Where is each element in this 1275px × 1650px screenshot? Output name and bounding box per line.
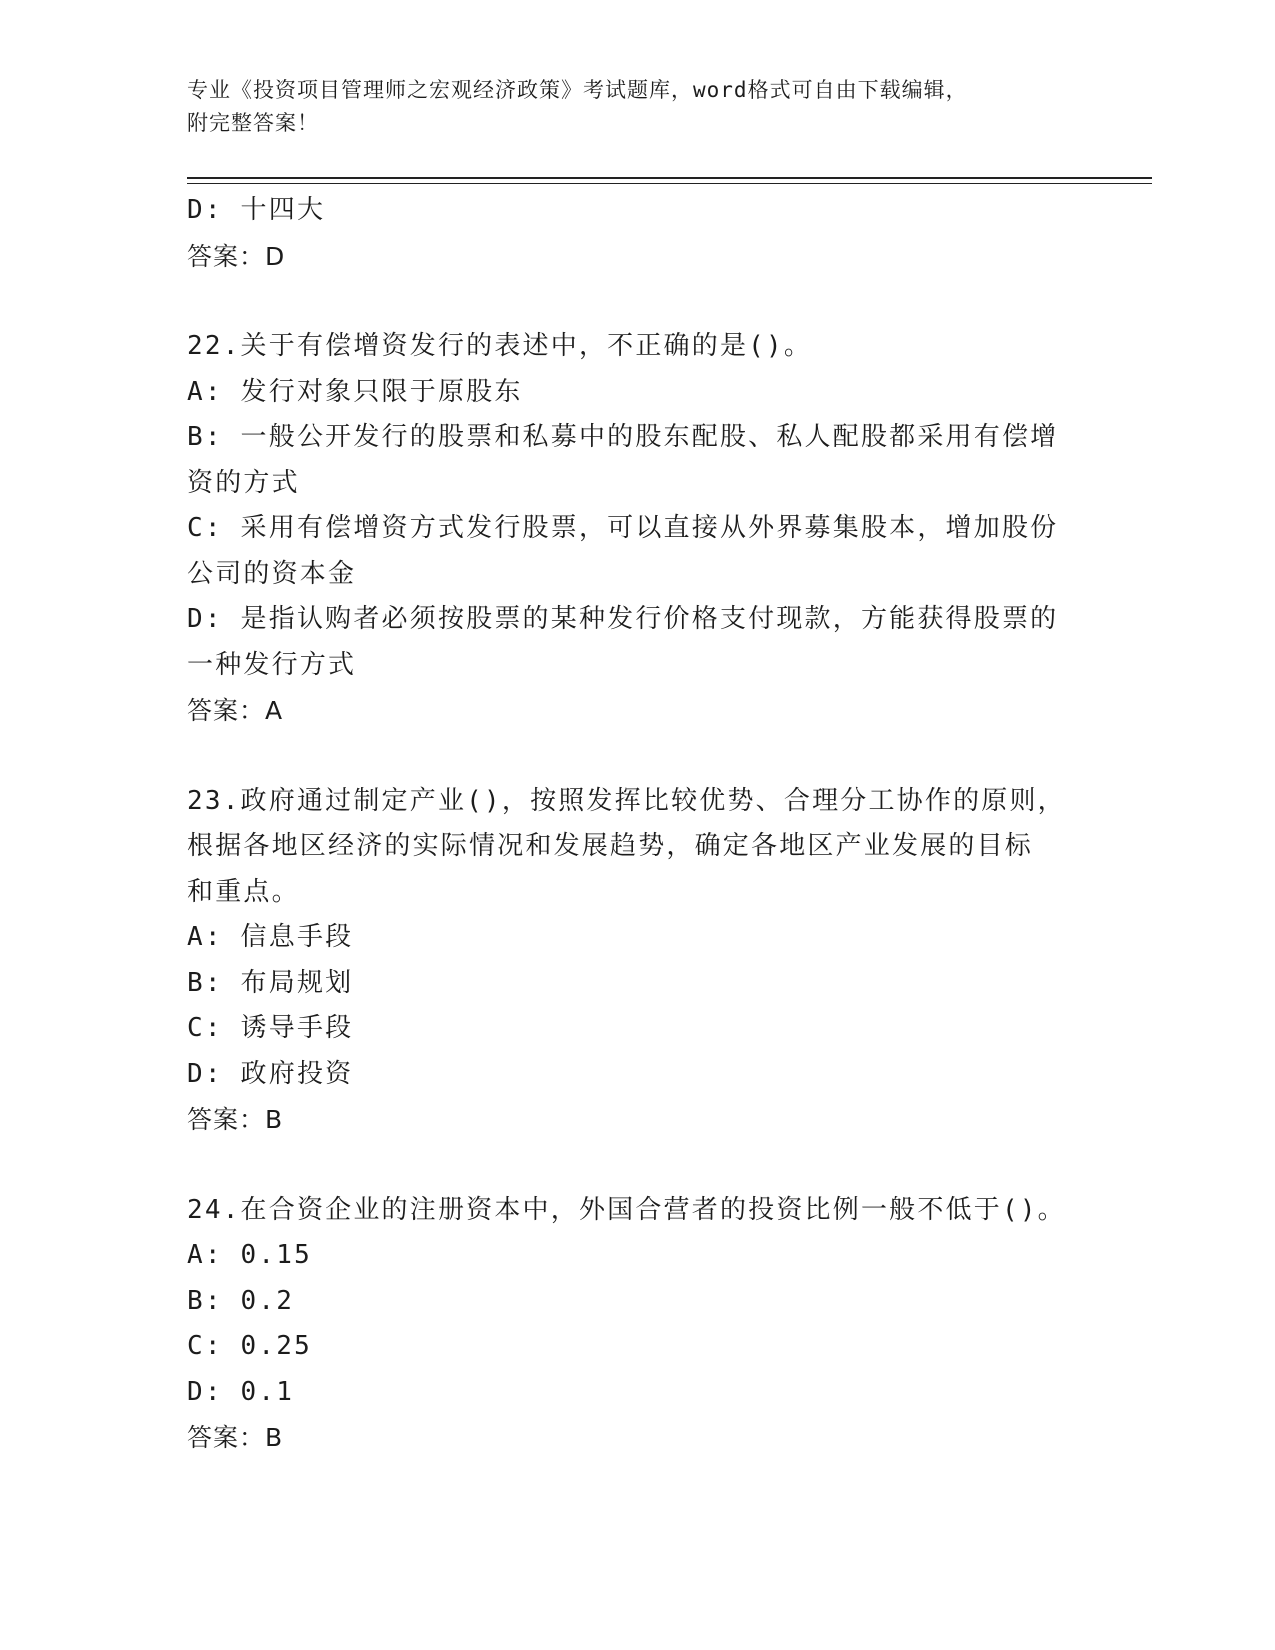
- header-divider-thin: [187, 183, 1152, 184]
- question-24: [187, 1188, 1087, 1461]
- option-b: B: 一般公开发行的股票和私募中的股东配股、私人配股都采用有偿增: [187, 422, 1059, 452]
- question-spacer: [187, 279, 1087, 324]
- answer-line: 答案：B: [187, 1105, 284, 1134]
- header-divider-thick: [187, 177, 1152, 179]
- answer-line: 答案：D: [187, 241, 286, 271]
- question-spacer: [187, 1143, 1087, 1188]
- answer-line: 答案：B: [187, 1423, 284, 1452]
- header-line-1: 专业《投资项目管理师之宏观经济政策》考试题库，word格式可自由下载编辑，: [187, 78, 968, 102]
- option-b: B: 布局规划: [187, 967, 354, 998]
- question-text: 24.在合资企业的注册资本中，外国合营者的投资比例一般不低于()。: [187, 1194, 1066, 1225]
- option-a: A: 发行对象只限于原股东: [187, 376, 523, 407]
- option-c: C: 采用有偿增资方式发行股票，可以直接从外界募集股本，增加股份: [187, 513, 1059, 543]
- option-d: D: 0.1: [187, 1376, 295, 1407]
- option-d: D: 政府投资: [187, 1058, 354, 1089]
- page-header: [187, 74, 1067, 140]
- question-list: [187, 188, 1087, 1461]
- question-text: 22.关于有偿增资发行的表述中，不正确的是()。: [187, 331, 813, 361]
- option-c: C: 0.25: [187, 1331, 312, 1361]
- question-text: 23.政府通过制定产业()，按照发挥比较优势、合理分工协作的原则，: [187, 785, 1066, 816]
- option-d-continued: 一种发行方式: [187, 649, 357, 680]
- option-a: A: 0.15: [187, 1240, 312, 1270]
- question-23: [187, 779, 1087, 1143]
- option-d: D: 十四大: [187, 195, 326, 225]
- question-21-tail: [187, 188, 1087, 279]
- option-d: D: 是指认购者必须按股票的某种发行价格支付现款，方能获得股票的: [187, 604, 1059, 634]
- header-line-2: 附完整答案！: [187, 111, 319, 135]
- option-c-continued: 公司的资本金: [187, 558, 357, 589]
- option-a: A: 信息手段: [187, 922, 354, 952]
- option-c: C: 诱导手段: [187, 1013, 354, 1043]
- question-22: [187, 324, 1087, 734]
- option-b: B: 0.2: [187, 1285, 295, 1316]
- answer-line: 答案：A: [187, 696, 284, 725]
- question-text-continued: 根据各地区经济的实际情况和发展趋势，确定各地区产业发展的目标: [187, 831, 1034, 861]
- question-text-continued: 和重点。: [187, 876, 300, 907]
- question-spacer: [187, 734, 1087, 779]
- option-b-continued: 资的方式: [187, 467, 300, 498]
